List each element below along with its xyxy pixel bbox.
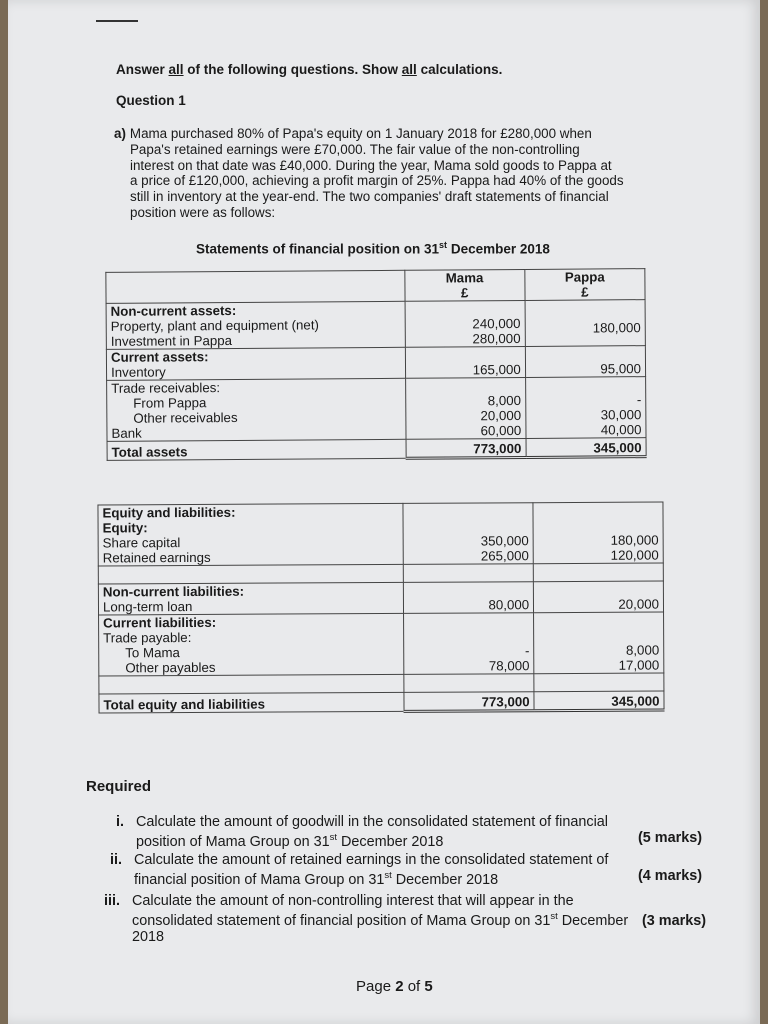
row-label-noncurrent-assets: Non-current assets: Property, plant and equipment (net) Investment in Pappa — [106, 301, 405, 349]
table-header-row — [106, 269, 645, 304]
required-item: iii. Calculate the amount of non-controlling interest that will appear in the consolidated statement of financial position of Mama Group on 31st December 2018 (3 marks) — [104, 893, 706, 945]
paragraph-line: Papa's retained earnings were £70,000. The fair value of the non-controlling — [130, 141, 580, 157]
row-label-noncurrent-liabilities: Non-current liabilities: Long-term loan — [98, 582, 404, 615]
cell-pappa-total-equity: 345,000 — [534, 691, 664, 711]
table-title: Statements of financial position on 31st December 2018 — [196, 240, 550, 257]
paragraph-line: position were as follows: — [130, 204, 276, 220]
required-item: i. Calculate the amount of goodwill in the consolidated statement of financial position of Mama Group on 31st December 2018 (5 marks) — [116, 814, 702, 850]
row-label-total-assets: Total assets — [107, 439, 406, 460]
paragraph-line: Mama purchased 80% of Papa's equity on 1 January 2018 for £280,000 when — [129, 126, 592, 141]
pen-mark — [96, 20, 138, 22]
cell-pappa-ppe: 180,000 — [525, 300, 646, 347]
paragraph-line: interest on that date was £40,000. During the year, Mama sold goods to Pappa at — [130, 157, 612, 173]
row-label-receivables: Trade receivables: From Pappa Other receivables Bank — [107, 378, 406, 441]
assets-table — [105, 268, 646, 462]
row-label-current-assets: Current assets: Inventory — [106, 347, 405, 380]
row-label-equity: Equity and liabilities: Equity: Share capital Retained earnings — [98, 503, 404, 566]
cell-mama-payables: - 78,000 — [404, 613, 534, 675]
cell-pappa-payables: 8,000 17,000 — [534, 612, 664, 674]
row-label-total-equity-liabilities: Total equity and liabilities — [99, 692, 404, 713]
cell-pappa-equity: 180,000 120,000 — [533, 502, 663, 564]
paragraph-line: still in inventory at the year-end. The two companies' draft statements of financial — [130, 189, 609, 205]
required-heading: Required — [86, 778, 152, 795]
marks-label: (3 marks) — [642, 912, 706, 929]
cell-mama-receivables: 8,000 20,000 60,000 — [405, 377, 526, 439]
column-header-mama: Mama £ — [404, 269, 524, 301]
cell-mama-total-equity: 773,000 — [404, 692, 534, 712]
column-header-pappa: Pappa £ — [525, 269, 645, 301]
page-number: Page 2 of 5 — [356, 978, 433, 995]
marks-label: (5 marks) — [638, 830, 702, 846]
marks-label: (4 marks) — [638, 868, 702, 884]
cell-mama-inventory: 165,000 — [405, 346, 525, 378]
cell-pappa-inventory: 95,000 — [525, 346, 645, 378]
cell-pappa-receivables: - 30,000 40,000 — [525, 377, 646, 439]
cell-mama-equity: 350,000 265,000 — [403, 503, 533, 565]
part-label: a) — [114, 126, 126, 141]
cell-pappa-loan: 20,000 — [534, 581, 664, 613]
cell-pappa-total-assets: 345,000 — [526, 438, 646, 458]
equity-liabilities-table — [97, 502, 664, 715]
question-paragraph — [114, 126, 676, 221]
cell-mama-total-assets: 773,000 — [406, 438, 526, 458]
cell-mama-loan: 80,000 — [404, 582, 534, 614]
paragraph-line: a price of £120,000, achieving a profit margin of 25%. Pappa had 40% of the goods — [130, 173, 624, 189]
instructions: Answer all of the following questions. Show all calculations. — [116, 62, 503, 77]
cell-mama-noncurrent: 240,000 280,000 — [405, 300, 526, 347]
required-item: ii. Calculate the amount of retained earnings in the consolidated statement of financial position of Mama Group on 31st December 2018 (4 marks) — [110, 852, 702, 888]
exam-page — [8, 0, 760, 1024]
row-label-current-liabilities: Current liabilities: Trade payable: To Mama Other payables — [99, 613, 405, 676]
question-heading: Question 1 — [116, 93, 186, 108]
